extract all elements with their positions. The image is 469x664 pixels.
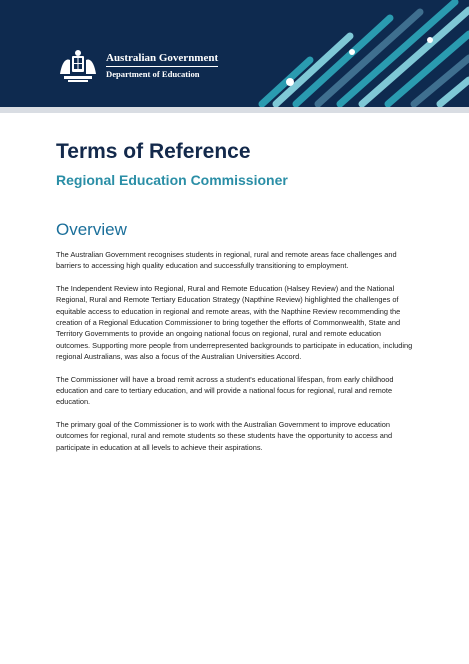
coat-of-arms-icon xyxy=(56,48,100,84)
overview-body xyxy=(56,249,416,464)
header-divider xyxy=(0,107,469,113)
paragraph: The Independent Review into Regional, Rural and Remote Education (Halsey Review) and the National Regional, Rural and Remote Tertiary Education Strategy (Napthine Review) highlighted the challenges of equitable access to education in regional and remote areas, with the Napthine Review recommending the creation of a Regional Education Commissioner to bring together the efforts of Commonwealth, State and Territory Governments to provide an ongoing national focus on regional, rural and remote education outcomes. Supporting more people from underrepresented backgrounds to participate in education, including regional Australians, was also a focus of the Australian Universities Accord. xyxy=(56,283,413,362)
header-banner xyxy=(0,0,469,107)
page-subtitle: Regional Education Commissioner xyxy=(56,172,288,188)
paragraph: The Australian Government recognises students in regional, rural and remote areas face challenges and barriers to accessing high quality education and successfully transitioning to employment. xyxy=(56,250,397,271)
org-line-2: Department of Education xyxy=(106,66,218,81)
page-title: Terms of Reference xyxy=(56,140,251,163)
org-line-1: Australian Government xyxy=(106,51,219,64)
government-logo xyxy=(56,48,218,84)
paragraph: The primary goal of the Commissioner is to work with the Australian Government to improve education outcomes for regional, rural and remote students so these students have the opportunity to access and participate in education at all levels to achieve their aspirations. xyxy=(56,419,393,452)
logo-wordmark xyxy=(106,52,218,81)
paragraph: The Commissioner will have a broad remit across a student's educational lifespan, from early childhood education and care to tertiary education, and will provide a national focus for regional, rural and remote education. xyxy=(56,374,394,407)
section-heading-overview: Overview xyxy=(56,220,127,239)
